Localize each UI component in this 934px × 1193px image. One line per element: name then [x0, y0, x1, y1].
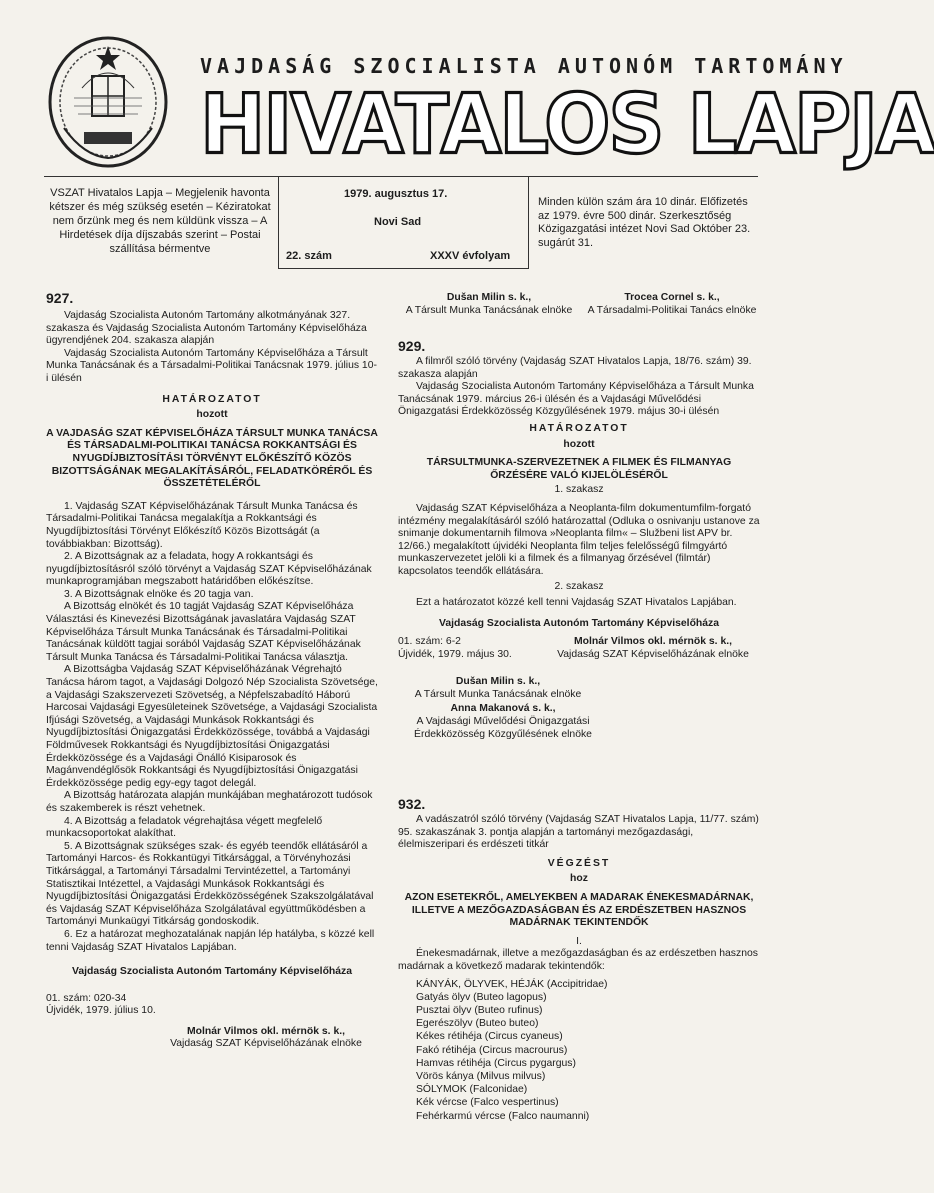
divider: [278, 268, 529, 269]
list-item: KÁNYÁK, ÖLYVEK, HÉJÁK (Accipitridae): [416, 978, 608, 990]
divider: [44, 176, 758, 177]
article-number: 932.: [398, 796, 426, 812]
paragraph: A vadászatról szóló törvény (Vajdaság SZAT Hivatalos Lapja, 11/77. szám) 95. szakaszának 3. pontja alapján a tartományi mezőgazdasági, élelmiszeripari és erdészeti titkár: [398, 814, 759, 851]
article-932: [398, 796, 760, 1123]
coat-of-arms-icon: [44, 28, 172, 172]
decree-type: HATÁROZATOT: [162, 393, 262, 405]
paragraph: 2. A Bizottságnak az a feladata, hogy A rokkantsági és nyugdíjbiztosításról szóló törvényt a Vajdaság SZAT Képviselőházának munkaprogramjában megszabott határidőben előkészítse.: [46, 551, 372, 588]
paragraph: 3. A Bizottságnak elnöke és 20 tagja van.: [64, 588, 254, 600]
signatory-name: Dušan Milin s. k.,: [446, 292, 532, 303]
decree-verb: hoz: [570, 873, 588, 885]
section-heading: 1. szakasz: [554, 484, 604, 496]
signature-block: [404, 292, 574, 317]
list-item: Fehérkarmú vércse (Falco naumanni): [416, 1110, 590, 1122]
paragraph: 6. Ez a határozat meghozatalának napján lép hatályba, s közzé kell tenni Vajdaság SZAT Hivatalos Lapjában.: [46, 928, 375, 953]
list-item: SÓLYMOK (Falconidae): [416, 1084, 528, 1096]
paragraph: A Bizottság határozata alapján munkájában meghatározott tudósok és szakemberek is részt vehetnek.: [46, 790, 373, 814]
article-number: 927.: [46, 290, 74, 306]
bird-list: [416, 978, 760, 1123]
signatory-role: A Vajdasági Művelődési Önigazgatási Érdekközösség Közgyűlésének elnöke: [414, 716, 592, 740]
masthead-title: HIVATALOS LAPJA: [200, 77, 934, 173]
decree-type: HATÁROZATOT: [529, 422, 629, 434]
divider: [278, 176, 279, 268]
section-heading: I.: [576, 935, 582, 947]
decree-title: A VAJDASÁG SZAT KÉPVISELŐHÁZA TÁRSULT MUNKA TANÁCSA ÉS TÁRSADALMI-POLITIKAI TANÁCSA ROKKANTSÁGI ÉS NYUGDÍJBIZTOSÍTÁSI TÖRVÉNYT ELŐKÉSZÍTŐ KÖZÖS BIZOTTSÁGÁNAK MEGALAKÍTÁSÁRÓL, FELADATKÖRÉRŐL ÉS ÖSSZETÉTELÉRŐL: [46, 427, 378, 490]
paragraph: A Bizottságba Vajdaság SZAT Képviselőházának Végrehajtó Tanácsa három tagot, a Vajdasági Dolgozó Nép Szocialista Szövetsége, a Vajdasági Szakszervezeti Szövetség, a Népfelszabadító Háború Harcosai Vajdasági Egyesületeinek Szövetsége, a Vajdasági Szocialista Ifjúsági Szövetség, a Vajdasági Munkások Rokkantsági és Nyugdíjbiztosítási Önigazgatási Érdekközössége, továbbá a Vajdasági Földművesek Rokkantsági és Nyugdíjbiztosítási Önigazgatási Érdekközössége és a Vajdasági Önálló Kisiparosok és Magánvendéglősök Rokkantsági és Nyugdíjbiztosítási Önigazgatási Érdekközössége pedig egy-egy tagot delegál.: [46, 664, 378, 789]
paragraph: 4. A Bizottság a feladatok végrehajtása végett megfelelő munkacsoportokat alakíthat.: [46, 815, 323, 840]
list-item: Kékes rétihéja (Circus cyaneus): [416, 1031, 563, 1043]
issuing-body: Vajdaság Szocialista Autonóm Tartomány Képviselőháza: [71, 966, 353, 978]
list-item: Hamvas rétihéja (Circus pygargus): [416, 1057, 576, 1069]
emblem: [44, 28, 172, 172]
paragraph: 1. Vajdaság SZAT Képviselőházának Társult Munka Tanácsa és Társadalmi-Politikai Tanácsa megalakítja a Rokkantsági és Nyugdíjbiztosítási Törvényt Előkészítő Közös Bizottságát (a továbbiakban: Bizottság).: [46, 500, 358, 550]
reference-number: 01. szám: 020-34: [46, 992, 127, 1004]
subscription-info: Minden külön szám ára 10 dinár. Előfizetés az 1979. évre 500 dinár. Szerkesztőség Közigazgatási intézet Novi Sad Október 23. sugárút 31.: [538, 196, 751, 249]
paragraph: Vajdaság Szocialista Autonóm Tartomány alkotmányának 327. szakasza és Vajdaság Szocialista Autonóm Tartomány Képviselőháza ügyrendjének 204. szakasza alapján: [46, 310, 367, 347]
article-number: 929.: [398, 338, 426, 354]
reference-number: 01. szám: 6-2: [398, 636, 461, 648]
signatory-role: A Társadalmi-Politikai Tanács elnöke: [587, 304, 757, 316]
signature-block: [398, 703, 608, 741]
list-item: Vörös kánya (Milvus milvus): [416, 1070, 546, 1082]
signature-block: [584, 292, 760, 317]
paragraph: Vajdaság Szocialista Autonóm Tartomány Képviselőháza a Társult Munka Tanácsának és a Társadalmi-Politikai Tanácsnak 1979. július 10-i ülésén: [46, 347, 377, 384]
list-item: Fakó rétihéja (Circus macrourus): [416, 1044, 568, 1056]
article-927: [46, 290, 378, 1051]
signatory-name: Trocea Cornel s. k.,: [624, 292, 720, 303]
paragraph: 5. A Bizottságnak szükséges szak- és egyéb teendők ellátásáról a Tartományi Harcos- és Rokkantügyi Titkársággal, a Törvényhozási Titkársággal, a Tartományi Társadalmi Tervintézettel, a Tartományi Statisztikai Intézettel, a Vajdasági Munkások Rokkantsági és Nyugdíjbiztosítási Önigazgatási Érdekközösségének Szakszolgálatával és Vajdaság SZAT Képviselőháza Szolgálatával együttműködésben a Tartományi Munkaügyi Titkárság gondoskodik.: [46, 840, 374, 928]
paragraph: Énekesmadárnak, illetve a mezőgazdaságban és az erdészetben hasznos madárnak a következő madarak tekintendők:: [398, 948, 758, 972]
issue-place: Novi Sad: [374, 216, 422, 228]
signature-block: [398, 676, 598, 701]
place-date: Újvidék, 1979. május 30.: [398, 649, 512, 661]
decree-type: VÉGZÉST: [547, 857, 611, 869]
publication-info: VSZAT Hivatalos Lapja – Megjelenik havonta kétszer és még szükség esetén – Kéziratokat nem őrzünk meg és nem küldünk vissza – A Hirdetések díja díjszabás szerint – Postai szállítása bérmentve: [49, 187, 271, 255]
masthead-subtitle: VAJDASÁG SZOCIALISTA AUTONÓM TARTOMÁNY: [200, 54, 848, 78]
paragraph: Ezt a határozatot közzé kell tenni Vajdaság SZAT Hivatalos Lapjában.: [416, 597, 737, 609]
list-item: Kék vércse (Falco vespertinus): [416, 1097, 559, 1109]
issue-volume: XXXV évfolyam: [430, 250, 511, 262]
list-item: Pusztai ölyv (Buteo rufinus): [416, 1004, 543, 1016]
decree-verb: hozott: [196, 409, 228, 421]
decree-verb: hozott: [563, 438, 595, 450]
list-item: Gatyás ölyv (Buteo lagopus): [416, 991, 547, 1003]
divider: [528, 176, 529, 268]
list-item: Egerészölyv (Buteo buteo): [416, 1018, 539, 1030]
decree-title: AZON ESETEKRŐL, AMELYEKBEN A MADARAK ÉNEKESMADÁRNAK, ILLETVE A MEZŐGAZDASÁGBAN ÉS AZ ERDÉSZETBEN HASZNOS MADÁRNAK TEKINTENDŐK: [404, 891, 754, 929]
decree-title: TÁRSULTMUNKA-SZERVEZETNEK A FILMEK ÉS FILMANYAG ŐRZÉSÉRE VALÓ KIJELÖLÉSÉRŐL: [426, 457, 732, 481]
issuing-body: Vajdaság Szocialista Autonóm Tartomány Képviselőháza: [438, 617, 720, 629]
signatory-role: Vajdaság SZAT Képviselőházának elnöke: [557, 648, 749, 660]
paragraph: A Bizottság elnökét és 10 tagját Vajdaság SZAT Képviselőháza Választási és Kinevezési Bizottságának javaslatára Vajdaság SZAT Képviselőháza Társult Munka Tanácsának és Társadalmi-Politikai Tanácsának küldött tagjai sorából Vajdaság SZAT Képviselőházának Társult Munka Tanácsa és Társadalmi-Politikai Tanácsa választja.: [46, 601, 361, 663]
article-929: [398, 338, 760, 741]
section-heading: 2. szakasz: [554, 580, 604, 592]
issue-date: 1979. augusztus 17.: [344, 188, 448, 200]
signature-block: [166, 1026, 366, 1051]
signatory-role: Vajdaság SZAT Képviselőházának elnöke: [170, 1038, 362, 1050]
signatory-name: Anna Makanová s. k.,: [450, 703, 556, 715]
paragraph: A filmről szóló törvény (Vajdaság SZAT Hivatalos Lapja, 18/76. szám) 39. szakasza alapján: [398, 356, 752, 380]
paragraph: Vajdaság Szocialista Autonóm Tartomány Képviselőháza a Társult Munka Tanácsának 1979. március 26-i ülésén és a Vajdasági Művelődési Önigazgatási Érdekközösség Közgyűlésének 1979. május 30-i ülésén: [398, 381, 754, 418]
place-date: Újvidék, 1979. július 10.: [46, 1005, 156, 1017]
signature-block: [548, 636, 758, 661]
paragraph: Vajdaság SZAT Képviselőháza a Neoplanta-film dokumentumfilm-forgató intézmény megalakításáról szóló határozattal (Odluka o osnivanju ustanove za snimanje dokumentarnih filmova »Neoplanta film« – Službeni list APV br. 12/66.) megalakított újvidéki Neoplanta film teljes felelősségű filmgyártó munkaszervezetet jelöli ki a filmek és a filmanyag őrzésével (filmtár) kapcsolatos teendők ellátására.: [398, 502, 760, 577]
signatory-name: Molnár Vilmos okl. mérnök s. k.,: [186, 1025, 346, 1037]
issue-number: 22. szám: [286, 250, 332, 262]
signatory-role: A Társult Munka Tanácsának elnöke: [405, 304, 573, 316]
signatory-name: Molnár Vilmos okl. mérnök s. k.,: [573, 636, 733, 648]
signatory-role: A Társult Munka Tanácsának elnöke: [414, 688, 582, 700]
signatory-name: Dušan Milin s. k.,: [455, 676, 541, 688]
